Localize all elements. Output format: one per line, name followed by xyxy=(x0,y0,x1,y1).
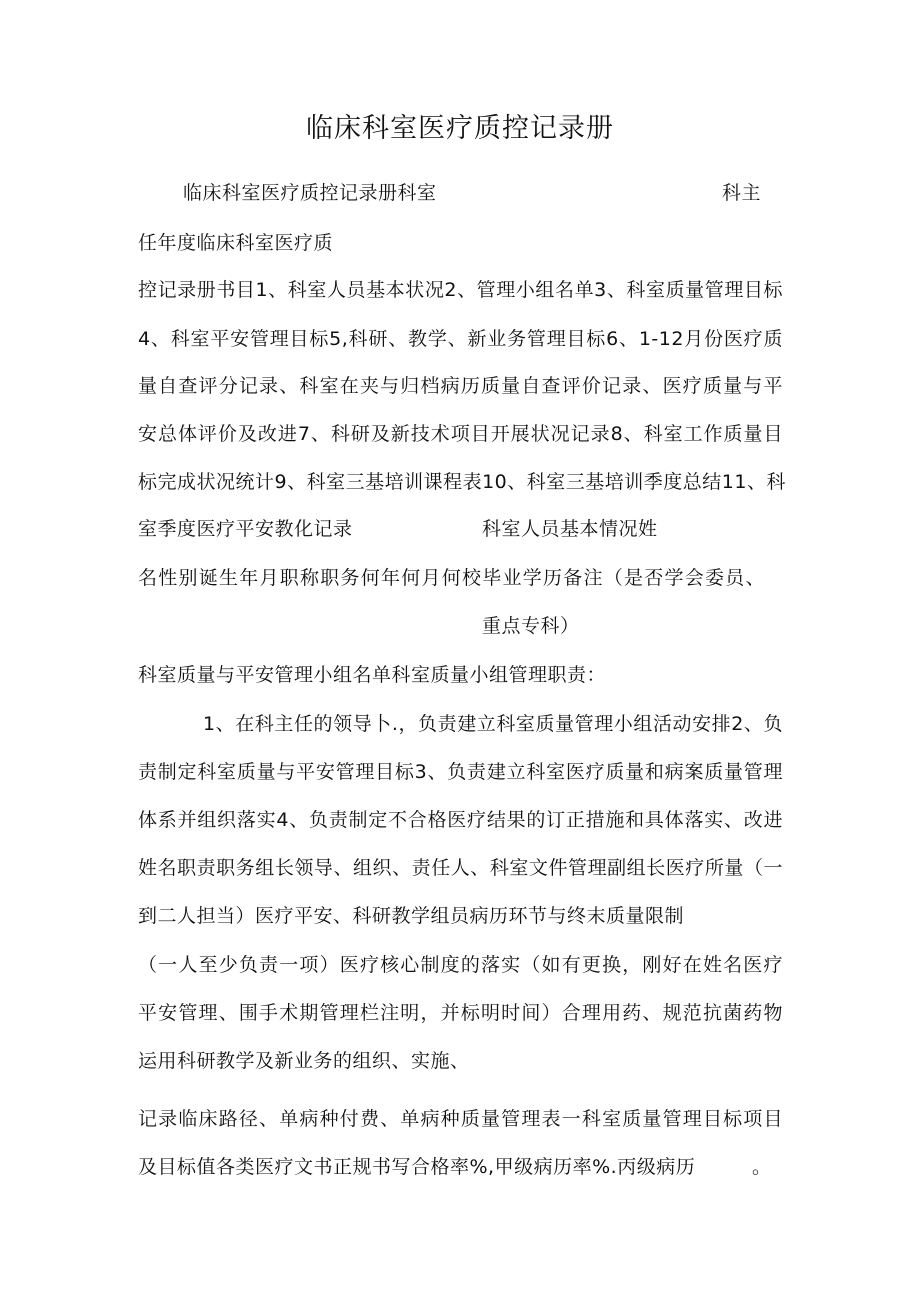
body-line-6: （一人至少负责一项）医疗核心制度的落实（如有更换，刚好在姓名医疗 xyxy=(138,954,783,976)
body-line-7: 平安管理、围手术期管理栏注明，并标明时间）合理用药、规范抗菌药物 xyxy=(138,1002,783,1024)
body-line-5: 到二人担当）医疗平安、科研教学组员病历环节与终末质量限制 xyxy=(138,905,685,927)
text-line-10: 科室质量与平安管理小组名单科室质量小组管理职责： xyxy=(138,664,607,686)
tail-period: 。 xyxy=(752,1156,772,1178)
text-line-8: 名性别诞生年月职称职务何年何月何校毕业学历备注（是否学会委员、 xyxy=(138,567,765,589)
body-line-3: 体系并组织落实4、负责制定不合格医疗结果的订正措施和具体落实、改进 xyxy=(138,809,783,831)
text-line-2: 控记录册书目1、科室人员基本状况2、管理小组名单3、科室质量管理目标 xyxy=(138,279,783,301)
text-line-7-right: 科室人员基本情况姓 xyxy=(482,518,658,540)
text-line-5: 安总体评价及改进7、科研及新技术项目开展状况记录8、科室工作质量目 xyxy=(138,423,783,445)
text-line-6: 标完成状况统计9、科室三基培训课程表10、科室三基培训季度总结11、科 xyxy=(138,471,786,493)
tail-line-1: 记录临床路径、单病种付费、单病种质量管理表一科室质量管理目标项目 xyxy=(138,1108,783,1130)
body-line-1: 1、在科主任的领导卜.，负责建立科室质量管理小组活动安排2、负 xyxy=(203,713,783,735)
body-line-2: 责制定科室质量与平安管理目标3、负责建立科室医疗质量和病案质量管理 xyxy=(138,761,783,783)
text-line-1: 任年度临床科室医疗质 xyxy=(138,232,334,254)
document-title: 临床科室医疗质控记录册 xyxy=(306,113,614,144)
header-right-text: 科主 xyxy=(722,182,762,204)
text-line-4: 量自查评分记录、科室在夹与归档病历质量自查评价记录、医疗质量与平 xyxy=(138,375,783,397)
header-left-text: 临床科室医疗质控记录册科室 xyxy=(183,182,437,204)
text-line-3: 4、科室平安管理目标5,科研、教学、新业务管理目标6、1-12月份医疗质 xyxy=(138,328,783,350)
text-line-7-left: 室季度医疗平安教化记录 xyxy=(138,518,353,540)
text-line-9: 重点专科） xyxy=(482,615,580,637)
body-line-4: 姓名职责职务组长领导、组织、责任人、科室文件管理副组长医疗所量（一 xyxy=(138,857,783,879)
tail-line-2: 及目标值各类医疗文书正规书写合格率%,甲级病历率%.丙级病历 xyxy=(138,1156,696,1178)
body-line-8: 运用科研教学及新业务的组织、实施、 xyxy=(138,1050,470,1072)
